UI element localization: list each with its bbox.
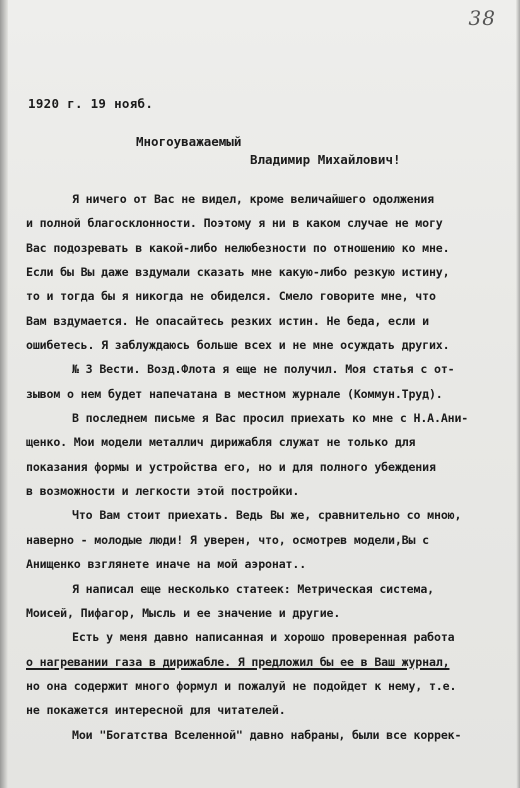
text-line: Я ничего от Вас не видел, кроме величайшего одолжения: [72, 192, 434, 206]
text-line: В последнем письме я Вас просил приехать ко мне с Н.А.Ани-: [72, 411, 469, 426]
text-line: показания формы и устройства его, но и для полного убеждения: [26, 459, 436, 474]
salutation-line-2: Владимир Михайлович!: [250, 152, 401, 167]
text-line: № 3 Вести. Возд.Флота я еще не получил. Моя статья с от-: [72, 362, 455, 377]
text-line: ошибетесь. Я заблуждаюсь больше всех и не мне осуждать других.: [26, 338, 450, 353]
letter-body: [26, 187, 510, 747]
page-number: 38: [468, 6, 496, 30]
text-line-underlined: о нагревании газа в дирижабле. Я предложил бы ее в Ваш журнал,: [26, 654, 450, 669]
text-line: то и тогда бы я никогда не обиделся. Смело говорите мне, что: [26, 289, 436, 304]
text-line: Есть у меня давно написанная и хорошо проверенная работа: [72, 630, 455, 645]
text-line: и полной благосклонности. Поэтому я ни в каком случае не могу: [26, 216, 443, 231]
text-line: не покажется интересной для читателей.: [26, 703, 286, 718]
text-line: Я написал еще несколько статеек: Метрическая система,: [72, 581, 434, 596]
text-line: Мои "Богатства Вселенной" давно набраны, были все коррек-: [72, 727, 462, 742]
text-line: наверно - молодые люди! Я уверен, что, осмотрев модели,Вы с: [26, 532, 429, 547]
text-line: Вам вздумается. Не опасайтесь резких истин. Не беда, если и: [26, 313, 429, 328]
letter-date: 1920 г. 19 нояб.: [28, 96, 154, 111]
text-line: Если бы Вы даже вздумали сказать мне какую-либо резкую истину,: [26, 265, 450, 280]
salutation-line-1: Многоуважаемый: [136, 134, 242, 149]
text-line: Вас подозревать в какой-либо нелюбезности по отношению ко мне.: [26, 240, 450, 255]
text-line: Анищенко взглянете иначе на мой аэронат..: [26, 557, 307, 572]
text-line: Моисей, Пифагор, Мысль и ее значение и другие.: [26, 605, 341, 620]
text-line: зывом о нем будет напечатана в местном журнале (Коммун.Труд).: [26, 386, 443, 401]
text-line: но она содержит много формул и пожалуй не подойдет к нему, т.е.: [26, 678, 457, 693]
text-line: Что Вам стоит приехать. Ведь Вы же, сравнительно со мною,: [72, 508, 462, 523]
text-line: щенко. Мои модели металлич дирижабля служат не только для: [26, 435, 416, 450]
text-line: в возможности и легкости этой постройки.: [26, 484, 300, 499]
